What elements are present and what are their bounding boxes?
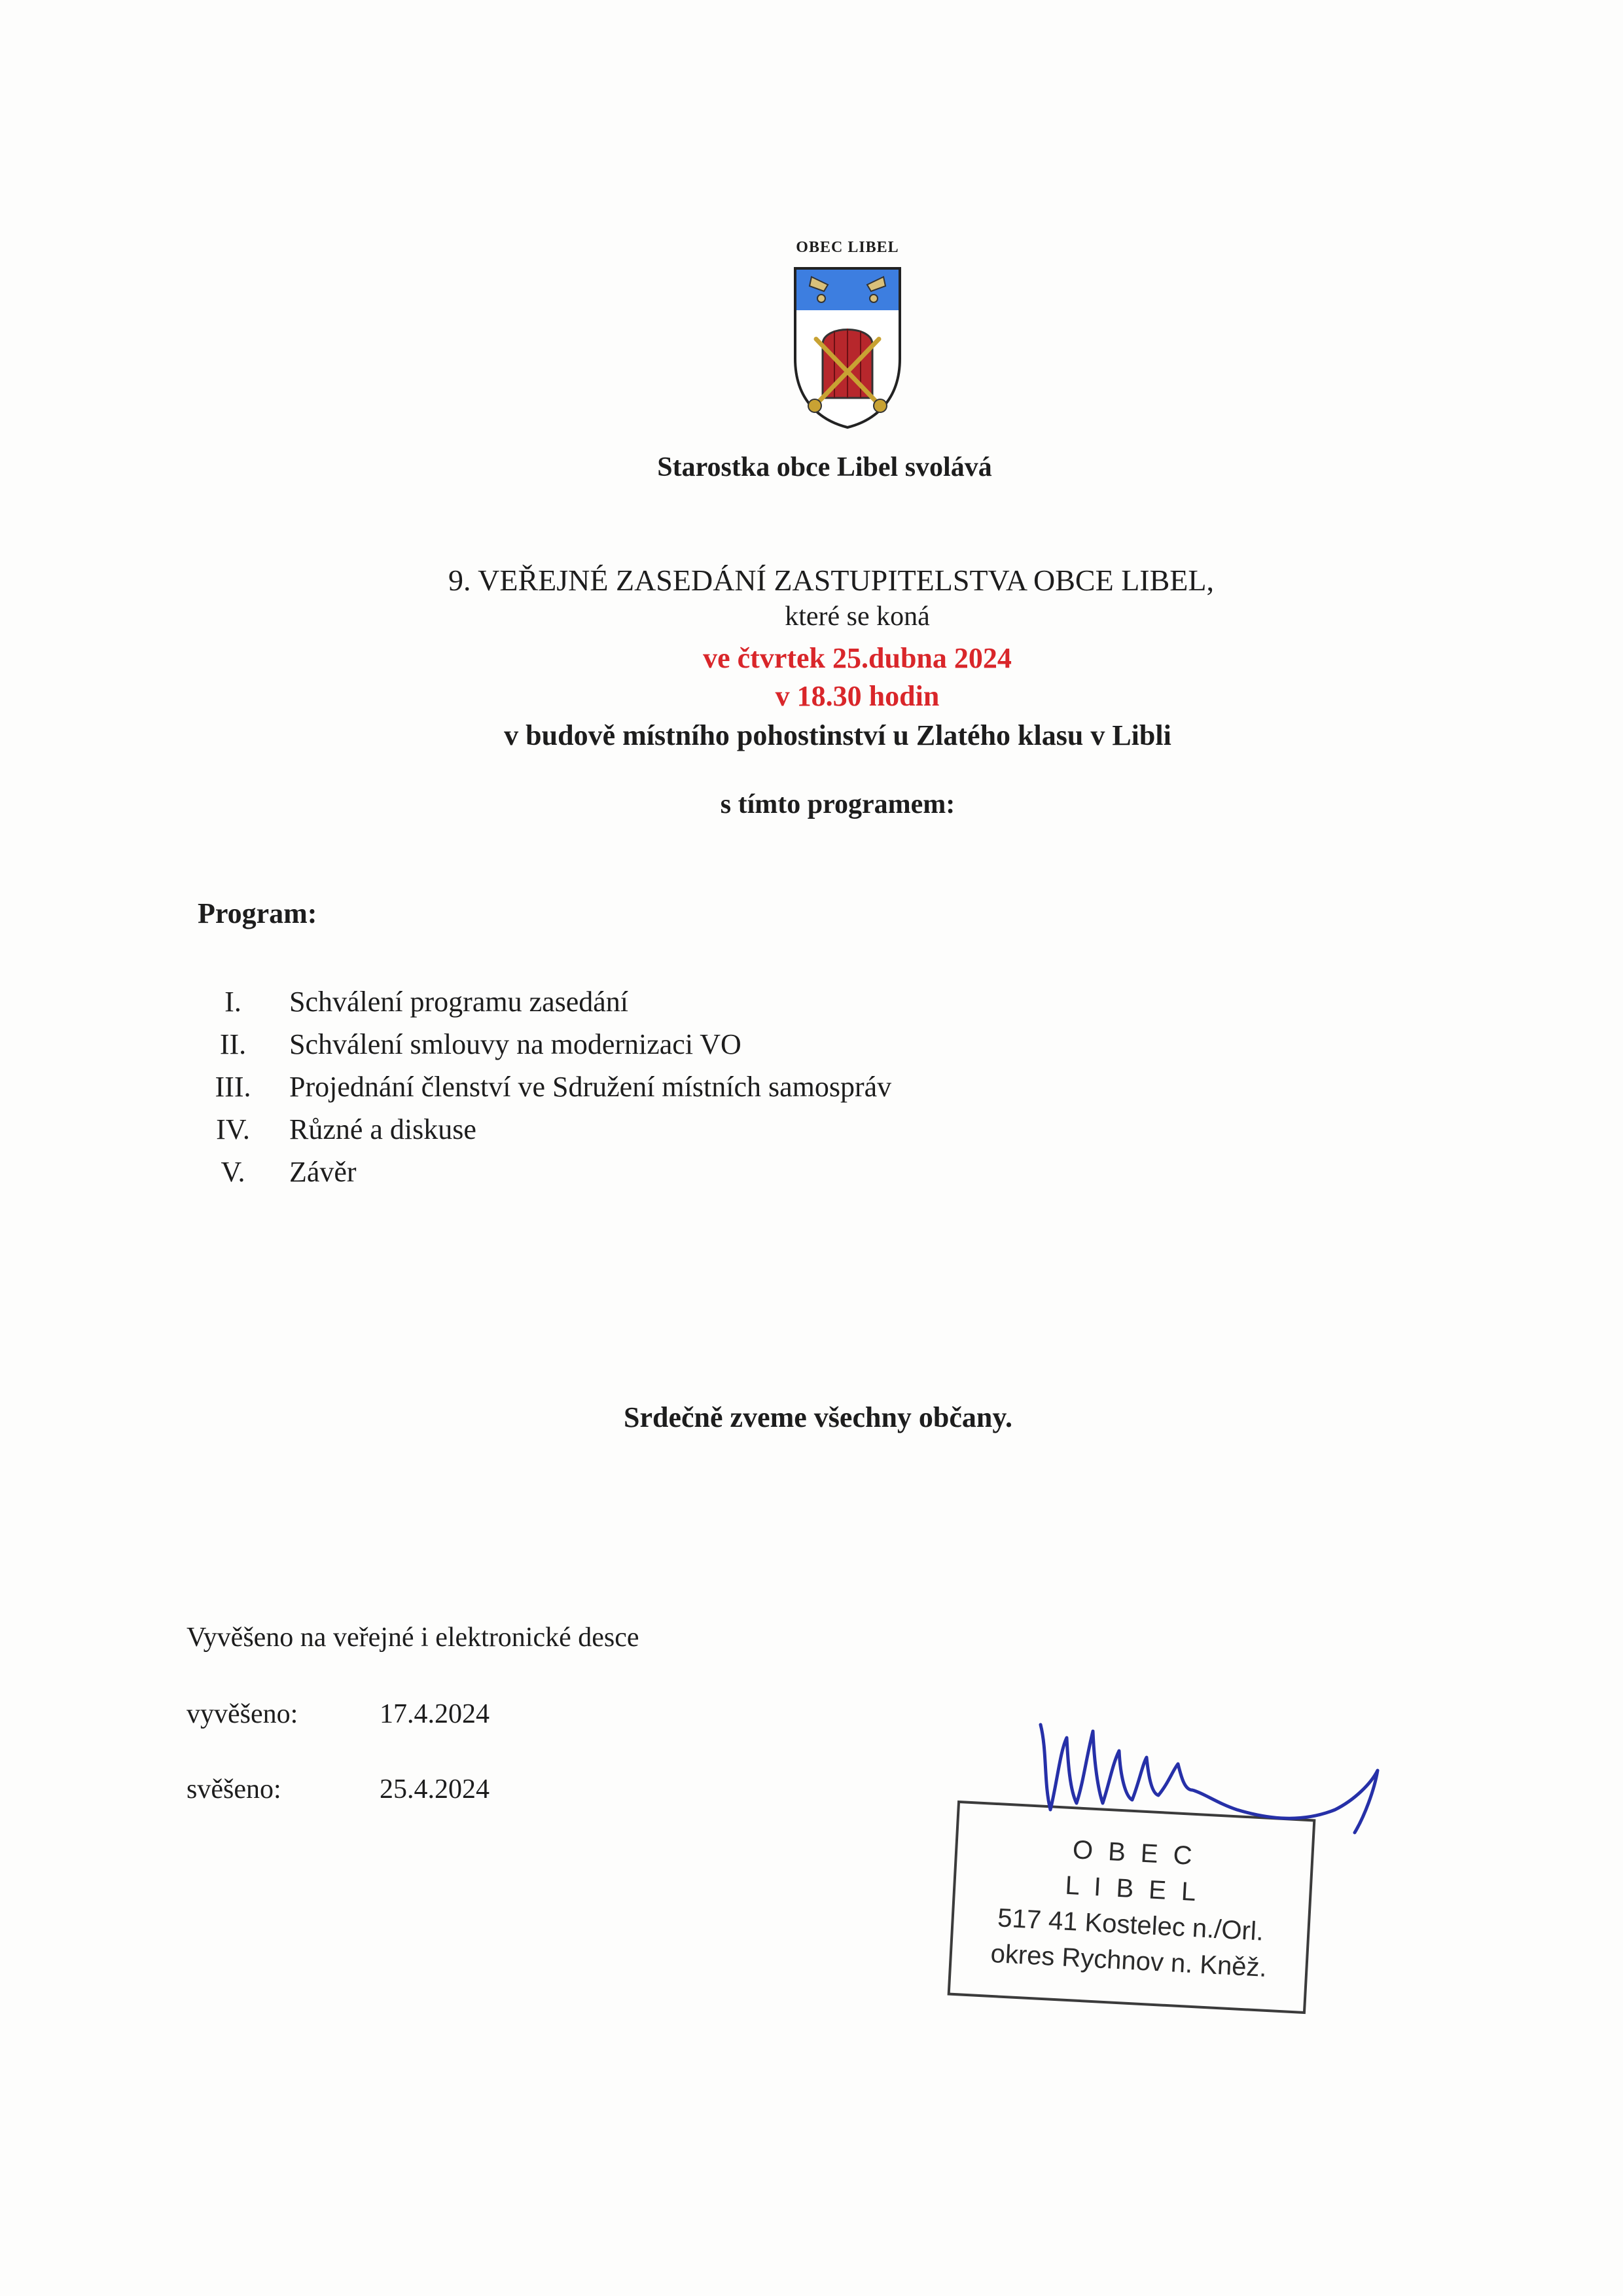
item-number: III. xyxy=(215,1071,251,1103)
stamp-line: 517 41 Kostelec n./Orl. xyxy=(997,1903,1264,1946)
meeting-date: ve čtvrtek 25.dubna 2024 xyxy=(703,642,1012,674)
posting-statement: Vyvěšeno na veřejné i elektronické desce xyxy=(187,1623,639,1653)
removed-date: 25.4.2024 xyxy=(380,1774,490,1804)
coat-of-arms xyxy=(782,239,913,431)
item-text: Projednání členství ve Sdružení místních samospráv xyxy=(289,1071,892,1103)
municipality-name: OBEC LIBEL xyxy=(796,239,899,256)
item-text: Závěr xyxy=(289,1156,357,1188)
program-label: Program: xyxy=(198,897,317,929)
stamp-line: O B E C xyxy=(1071,1835,1197,1871)
signature-icon xyxy=(1021,1712,1400,1875)
convener-heading: Starostka obce Libel svolává xyxy=(657,452,992,482)
meeting-title: 9. VEŘEJNÉ ZASEDÁNÍ ZASTUPITELSTVA OBCE LIBEL, xyxy=(448,564,1214,597)
stamp-line: L I B E L xyxy=(1064,1871,1201,1907)
removed-label: svěšeno: xyxy=(187,1774,281,1804)
item-number: I. xyxy=(224,986,241,1018)
item-number: II. xyxy=(219,1028,247,1060)
item-number: V. xyxy=(221,1156,245,1188)
meeting-time: v 18.30 hodin xyxy=(775,680,940,712)
posted-date: 17.4.2024 xyxy=(380,1699,490,1729)
item-number: IV. xyxy=(216,1113,250,1145)
item-text: Různé a diskuse xyxy=(289,1113,476,1145)
item-text: Schválení programu zasedání xyxy=(289,986,629,1018)
item-text: Schválení smlouvy na modernizaci VO xyxy=(289,1028,741,1060)
meeting-venue: v budově místního pohostinství u Zlatého klasu v Libli xyxy=(504,719,1171,751)
coat-of-arms-icon xyxy=(782,260,913,431)
posted-label: vyvěšeno: xyxy=(187,1699,298,1729)
stamp-line: okres Rychnov n. Kněž. xyxy=(990,1939,1268,1982)
meeting-subtitle: které se koná xyxy=(785,601,930,632)
closing-invitation: Srdečně zveme všechny občany. xyxy=(624,1401,1012,1433)
program-intro: s tímto programem: xyxy=(720,789,955,819)
